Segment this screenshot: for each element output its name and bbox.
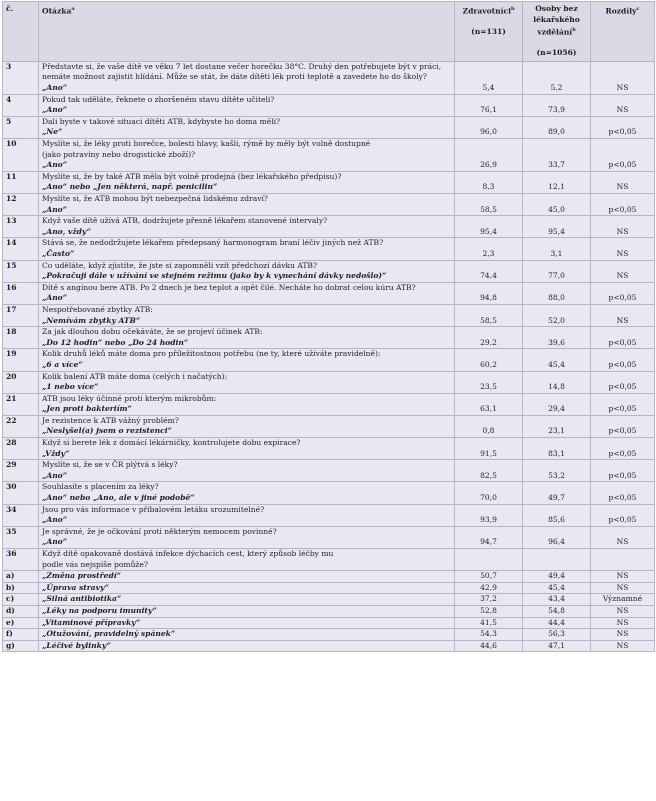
sub-item-letter: e): [3, 617, 39, 629]
difference-value: NS: [591, 260, 655, 282]
health-workers-value: 91,5: [455, 438, 523, 460]
health-workers-value: 94,7: [455, 526, 523, 548]
health-workers-value: 0,8: [455, 415, 523, 437]
non-medical-value: 54,8: [523, 605, 591, 617]
question-cell: [39, 116, 455, 138]
question-text: Kolik balení ATB máte doma (celých i načatých):: [42, 371, 228, 381]
question-cell: [39, 438, 455, 460]
sub-item-letter: g): [3, 640, 39, 652]
non-medical-value: 29,4: [523, 393, 591, 415]
answer-text: „Pokračuji dále v užívání ve stejném režimu (jako by k vynechání dávky nedošlo)“: [42, 271, 387, 281]
table-row: [3, 571, 655, 583]
question-cell: [39, 504, 455, 526]
health-workers-value: 76,1: [455, 94, 523, 116]
question-number: 28: [3, 438, 39, 460]
non-medical-value: 45,0: [523, 194, 591, 216]
health-workers-value: 44,6: [455, 640, 523, 652]
answer-text: „Ano“: [42, 105, 68, 115]
table-row: [3, 438, 655, 460]
question-number: 18: [3, 327, 39, 349]
question-number: 29: [3, 460, 39, 482]
question-number: 3: [3, 61, 39, 94]
question-cell: [39, 139, 455, 172]
answer-text: „Léky na podporu imunity“: [42, 605, 157, 615]
health-workers-value: 5,4: [455, 61, 523, 94]
non-medical-value: 3,1: [523, 238, 591, 260]
health-workers-value: 93,9: [455, 504, 523, 526]
table-row: [3, 640, 655, 652]
health-workers-value: 70,0: [455, 482, 523, 504]
sub-item-letter: d): [3, 605, 39, 617]
sub-item-letter: c): [3, 594, 39, 606]
table-row: [3, 393, 655, 415]
health-workers-value: 95,4: [455, 216, 523, 238]
table-row: [3, 304, 655, 326]
question-number: 14: [3, 238, 39, 260]
header-health-n: (n=131): [471, 27, 506, 37]
table-row: [3, 415, 655, 437]
question-text: ATB jsou léky účinné proti kterým mikrobům:: [42, 393, 217, 403]
question-cell: [39, 304, 455, 326]
table-row: [3, 582, 655, 594]
health-workers-value: 54,3: [455, 629, 523, 641]
table-row: [3, 61, 655, 94]
sub-item-answer: [39, 640, 455, 652]
table-row: [3, 526, 655, 548]
question-text: Když vaše dítě užívá ATB, dodržujete přesně lékařem stanovené intervaly?: [42, 216, 328, 226]
table-row: [3, 504, 655, 526]
difference-value: NS: [591, 629, 655, 641]
table-row: [3, 371, 655, 393]
difference-value: Významné: [591, 594, 655, 606]
non-medical-value: 73,9: [523, 94, 591, 116]
non-medical-value: [523, 549, 591, 571]
difference-value: NS: [591, 617, 655, 629]
question-number: 10: [3, 139, 39, 172]
table-row: [3, 594, 655, 606]
header-non-medical-n: (n=1056): [536, 48, 577, 58]
question-text: Souhlasíte s placením za léky?: [42, 482, 159, 492]
header-differences: Rozdíly$^c$: [591, 2, 655, 62]
answer-text: „Ano, vždy“: [42, 226, 91, 236]
question-text: Je rezistence k ATB vážný problém?: [42, 415, 179, 425]
difference-value: p<0,05: [591, 393, 655, 415]
question-cell: [39, 526, 455, 548]
header-number: č.: [3, 2, 39, 62]
difference-value: p<0,05: [591, 482, 655, 504]
question-number: 19: [3, 349, 39, 371]
health-workers-value: 94,8: [455, 282, 523, 304]
answer-text: „Ano“: [42, 204, 68, 214]
question-number: 35: [3, 526, 39, 548]
non-medical-value: 5,2: [523, 61, 591, 94]
answer-text: „Do 12 hodin“ nebo „Do 24 hodin“: [42, 337, 189, 347]
question-number: 15: [3, 260, 39, 282]
question-text: Za jak dlouhou dobu očekáváte, že se projeví účinek ATB:: [42, 327, 263, 337]
table-row: [3, 617, 655, 629]
answer-text: „6 a více“: [42, 359, 83, 369]
difference-value: p<0,05: [591, 438, 655, 460]
non-medical-value: 43,4: [523, 594, 591, 606]
answer-text: „Neslyšel(a) jsem o rezistenci“: [42, 426, 172, 436]
answer-text: „Ano“: [42, 160, 68, 170]
non-medical-value: 49,7: [523, 482, 591, 504]
sub-item-letter: a): [3, 571, 39, 583]
question-cell: [39, 327, 455, 349]
table-row: [3, 216, 655, 238]
non-medical-value: 88,0: [523, 282, 591, 304]
sub-item-letter: b): [3, 582, 39, 594]
difference-value: p<0,05: [591, 460, 655, 482]
health-workers-value: 96,0: [455, 116, 523, 138]
difference-value: p<0,05: [591, 327, 655, 349]
table-row: [3, 171, 655, 193]
difference-value: p<0,05: [591, 349, 655, 371]
difference-value: NS: [591, 238, 655, 260]
question-text: nemáte možnost zajistit hlídání. Může se stát, že dáte dítěti lék proti teplotě a zavedete ho do školy?: [42, 72, 427, 82]
non-medical-value: 49,4: [523, 571, 591, 583]
difference-value: p<0,05: [591, 282, 655, 304]
table-row: [3, 482, 655, 504]
question-number: 5: [3, 116, 39, 138]
question-cell: [39, 549, 455, 571]
question-number: 11: [3, 171, 39, 193]
answer-text: „Otužování, pravidelný spánek“: [42, 629, 176, 639]
question-text: Stává se, že nedodržujete lékařem předepsaný harmonogram braní léčiv jiných než ATB?: [42, 238, 384, 248]
question-cell: [39, 349, 455, 371]
non-medical-value: 83,1: [523, 438, 591, 460]
results-table: [2, 1, 655, 652]
health-workers-value: 8,3: [455, 171, 523, 193]
answer-text: „Ano“: [42, 515, 68, 525]
health-workers-value: 23,5: [455, 371, 523, 393]
table-row: [3, 94, 655, 116]
non-medical-value: 39,6: [523, 327, 591, 349]
question-text: Představte si, že vaše dítě ve věku 7 let dostane večer horečku 38°C. Druhý den potřebujete být v práci,: [42, 61, 442, 71]
answer-text: „Ano“: [42, 293, 68, 303]
question-text: Myslíte si, že léky proti horečce, bolesti hlavy, kašli, rýmě by měly být volně dostupné: [42, 139, 371, 149]
question-number: 36: [3, 549, 39, 571]
difference-value: NS: [591, 526, 655, 548]
difference-value: NS: [591, 304, 655, 326]
non-medical-value: 95,4: [523, 216, 591, 238]
non-medical-value: 53,2: [523, 460, 591, 482]
difference-value: NS: [591, 571, 655, 583]
answer-text: „Vždy“: [42, 448, 70, 458]
non-medical-value: 14,8: [523, 371, 591, 393]
non-medical-value: 96,4: [523, 526, 591, 548]
answer-text: „Ano“: [42, 470, 68, 480]
question-number: 12: [3, 194, 39, 216]
non-medical-value: 44,4: [523, 617, 591, 629]
question-cell: [39, 371, 455, 393]
question-cell: [39, 216, 455, 238]
difference-value: p<0,05: [591, 371, 655, 393]
header-non-medical: Osoby bez lékařského vzdělání$^b$ (n=1056): [523, 2, 591, 62]
sub-item-answer: [39, 629, 455, 641]
non-medical-value: 56,3: [523, 629, 591, 641]
question-cell: [39, 260, 455, 282]
table-row: [3, 139, 655, 172]
answer-text: „Úprava stravy“: [42, 582, 109, 592]
answer-text: „Léčivé bylinky“: [42, 640, 111, 650]
question-text: podle vás nejspíše pomůže?: [42, 559, 148, 569]
question-text: (jako potraviny nebo drogistické zboží)?: [42, 149, 196, 159]
question-number: 4: [3, 94, 39, 116]
table-row: [3, 460, 655, 482]
question-cell: [39, 415, 455, 437]
answer-text: „Často“: [42, 248, 75, 258]
health-workers-value: 26,9: [455, 139, 523, 172]
question-cell: [39, 238, 455, 260]
question-text: Myslíte si, že by také ATB měla být volně prodejná (bez lékařského předpisu)?: [42, 171, 342, 181]
question-text: Co uděláte, když zjistíte, že jste si zapomněli vzít předchozí dávku ATB?: [42, 260, 318, 270]
question-text: Když si berete lék z domácí lékárničky, kontrolujete dobu expirace?: [42, 438, 301, 448]
question-text: Myslíte si, že se v ČR plýtvá s léky?: [42, 460, 178, 470]
table-body: [3, 61, 655, 651]
difference-value: NS: [591, 640, 655, 652]
sub-item-letter: f): [3, 629, 39, 641]
table-row: [3, 629, 655, 641]
health-workers-value: [455, 549, 523, 571]
sub-item-answer: [39, 582, 455, 594]
table-row: [3, 282, 655, 304]
health-workers-value: 50,7: [455, 571, 523, 583]
question-cell: [39, 171, 455, 193]
health-workers-value: 58,5: [455, 304, 523, 326]
non-medical-value: 12,1: [523, 171, 591, 193]
answer-text: „1 nebo více“: [42, 382, 99, 392]
question-number: 22: [3, 415, 39, 437]
table-row: [3, 605, 655, 617]
health-workers-value: 42,9: [455, 582, 523, 594]
health-workers-value: 82,5: [455, 460, 523, 482]
answer-text: „Jen proti bakteriím“: [42, 404, 132, 414]
health-workers-value: 60,2: [455, 349, 523, 371]
header-question: Otázka$^a$: [39, 2, 455, 62]
question-cell: [39, 282, 455, 304]
difference-value: [591, 549, 655, 571]
question-text: Jsou pro vás informace v příbalovém letáku srozumitelné?: [42, 504, 265, 514]
question-cell: [39, 61, 455, 94]
question-text: Pokud tak uděláte, řeknete o zhoršeném stavu dítěte učiteli?: [42, 94, 275, 104]
answer-text: „Změna prostředí“: [42, 571, 121, 581]
question-cell: [39, 460, 455, 482]
non-medical-value: 23,1: [523, 415, 591, 437]
question-number: 20: [3, 371, 39, 393]
health-workers-value: 41,5: [455, 617, 523, 629]
difference-value: p<0,05: [591, 139, 655, 172]
sub-item-answer: [39, 605, 455, 617]
question-text: Kolik druhů léků máte doma pro příležitostnou potřebu (ne ty, které užíváte pravidelně):: [42, 349, 381, 359]
difference-value: NS: [591, 582, 655, 594]
health-workers-value: 74,4: [455, 260, 523, 282]
table-row: [3, 327, 655, 349]
header-health-workers: Zdravotníci$^b$ (n=131): [455, 2, 523, 62]
question-cell: [39, 94, 455, 116]
difference-value: p<0,05: [591, 504, 655, 526]
question-text: Nespotřebované zbytky ATB:: [42, 304, 153, 314]
answer-text: „Ano“ nebo „Ano, ale v jiné podobě“: [42, 493, 195, 503]
question-number: 34: [3, 504, 39, 526]
health-workers-value: 58,5: [455, 194, 523, 216]
health-workers-value: 2,3: [455, 238, 523, 260]
question-text: Je správné, že je očkování proti některým nemocem povinné?: [42, 526, 277, 536]
difference-value: NS: [591, 94, 655, 116]
question-number: 21: [3, 393, 39, 415]
answer-text: „Ano“ nebo „Jen některá, např. penicilin“: [42, 182, 218, 192]
question-text: Když dítě opakovaně dostává infekce dýchacích cest, který způsob léčby mu: [42, 549, 334, 559]
non-medical-value: 33,7: [523, 139, 591, 172]
question-number: 13: [3, 216, 39, 238]
question-cell: [39, 393, 455, 415]
table-row: [3, 194, 655, 216]
non-medical-value: 89,0: [523, 116, 591, 138]
non-medical-value: 77,0: [523, 260, 591, 282]
non-medical-value: 52,0: [523, 304, 591, 326]
health-workers-value: 37,2: [455, 594, 523, 606]
table-row: [3, 349, 655, 371]
difference-value: NS: [591, 216, 655, 238]
health-workers-value: 63,1: [455, 393, 523, 415]
question-text: Dítě s angínou bere ATB. Po 2 dnech je bez teplot a opět čilé. Necháte ho dobrat celou kúru ATB?: [42, 282, 416, 292]
table-row: [3, 238, 655, 260]
health-workers-value: 52,8: [455, 605, 523, 617]
question-cell: [39, 482, 455, 504]
difference-value: p<0,05: [591, 116, 655, 138]
answer-text: „Silná antibiotika“: [42, 594, 122, 604]
difference-value: p<0,05: [591, 415, 655, 437]
answer-text: „Ano“: [42, 537, 68, 547]
question-text: Myslíte si, že ATB mohou být nebezpečná lidskému zdraví?: [42, 194, 268, 204]
question-number: 16: [3, 282, 39, 304]
table-row: [3, 549, 655, 571]
health-workers-value: 29,2: [455, 327, 523, 349]
non-medical-value: 47,1: [523, 640, 591, 652]
answer-text: „Ne“: [42, 127, 63, 137]
question-cell: [39, 194, 455, 216]
sub-item-answer: [39, 594, 455, 606]
table-header-row: [3, 2, 655, 62]
sub-item-answer: [39, 571, 455, 583]
difference-value: p<0,05: [591, 194, 655, 216]
question-number: 30: [3, 482, 39, 504]
question-number: 17: [3, 304, 39, 326]
non-medical-value: 85,6: [523, 504, 591, 526]
answer-text: „Ano“: [42, 83, 68, 93]
difference-value: NS: [591, 171, 655, 193]
non-medical-value: 45,4: [523, 582, 591, 594]
sub-item-answer: [39, 617, 455, 629]
non-medical-value: 45,4: [523, 349, 591, 371]
difference-value: NS: [591, 61, 655, 94]
answer-text: „Vitaminové přípravky“: [42, 617, 141, 627]
difference-value: NS: [591, 605, 655, 617]
answer-text: „Nemívám zbytky ATB“: [42, 315, 141, 325]
question-text: Dali byste v takové situaci dítěti ATB, kdybyste ho doma měli?: [42, 116, 281, 126]
table-row: [3, 260, 655, 282]
table-row: [3, 116, 655, 138]
